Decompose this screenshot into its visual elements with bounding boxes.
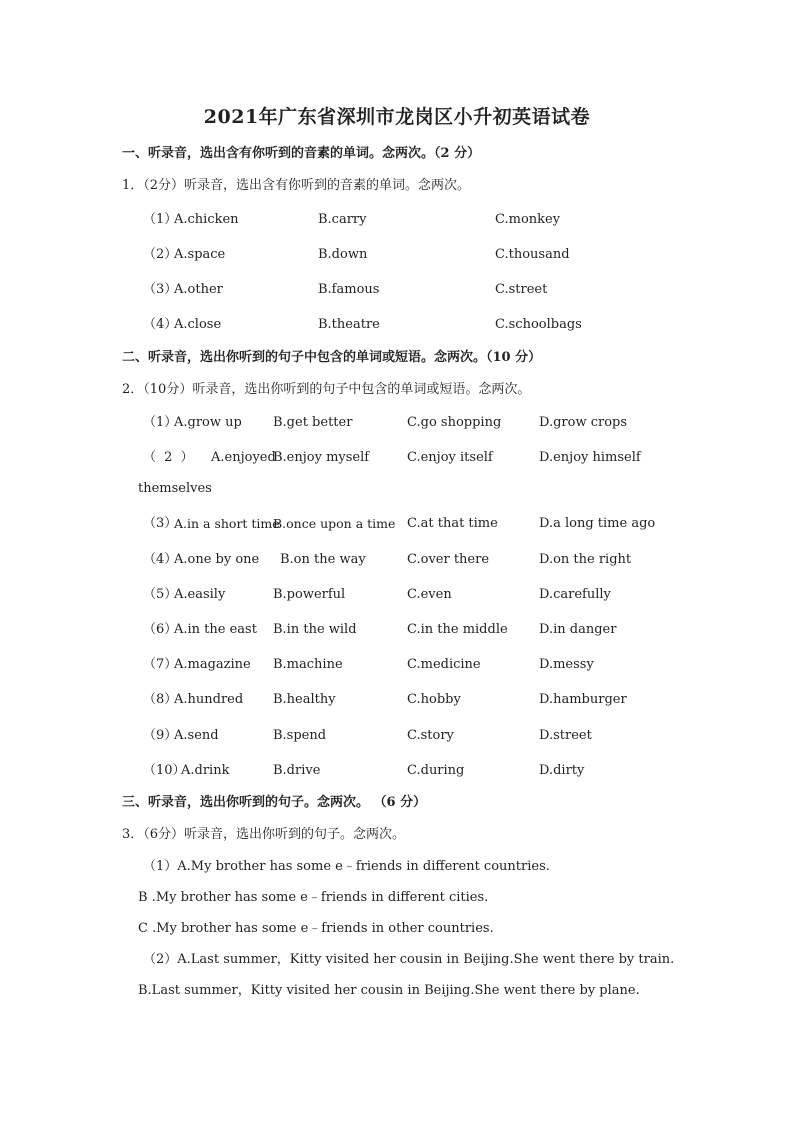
q2-option-d: D.enjoy himself [539, 450, 641, 465]
q2-option-a: A.magazine [174, 657, 251, 672]
q2-option-a: A.enjoyed [211, 450, 276, 465]
question2-intro: 2．（10分）听录音，选出你听到的句子中包含的单词或短语。念两次。 [122, 382, 531, 397]
q2-row-num: （8） [143, 692, 178, 707]
q3-sentence-option: C .My brother has some e﹣friends in other countries. [138, 921, 494, 936]
question3-intro: 3．（6分）听录音，选出你听到的句子。念两次。 [122, 827, 406, 842]
q2-row-num: （ 2 ） [143, 450, 194, 465]
q2-row-num: （3） [143, 516, 178, 531]
q2-option-c: C.even [407, 587, 452, 602]
q2-option-d: D.a long time ago [539, 516, 656, 531]
q1-option-b: B.carry [318, 212, 367, 227]
q2-option-b: B.spend [273, 728, 327, 743]
q3-sentence-option: （2）A.Last summer，Kitty visited her cousin in Beijing.She went there by train. [143, 952, 675, 967]
q3-sentence-option: B.Last summer，Kitty visited her cousin in Beijing.She went there by plane. [138, 983, 640, 998]
q2-option-c: C.over there [407, 552, 490, 567]
q1-option-c: C.thousand [495, 247, 570, 262]
q2-option-b: B.healthy [273, 692, 336, 707]
q2-option-c: C.during [407, 763, 465, 778]
q2-option-d: D.carefully [539, 587, 611, 602]
q2-option-d: D.hamburger [539, 692, 627, 707]
q2-option-a: A.send [174, 728, 219, 743]
q2-row-num: （10） [143, 763, 186, 778]
q2-option-d: D.street [539, 728, 592, 743]
q1-option-b: B.down [318, 247, 368, 262]
q1-option-c: C.schoolbags [495, 317, 582, 332]
q2-row-num: （1） [143, 415, 178, 430]
q2-row-num: （9） [143, 728, 178, 743]
q1-option-c: C.street [495, 282, 548, 297]
q2-option-d: D.dirty [539, 763, 585, 778]
q2-option-a: A.hundred [174, 692, 244, 707]
q2-option-c: C.enjoy itself [407, 450, 493, 465]
q1-option-a: A.chicken [174, 212, 239, 227]
q2-option-c: C.story [407, 728, 454, 743]
q2-row-2-overflow: themselves [138, 481, 212, 496]
q2-option-b: B.enjoy myself [273, 450, 370, 465]
q3-sentence-option: B .My brother has some e﹣friends in different cities. [138, 890, 489, 905]
q2-option-b: B.get better [273, 415, 353, 430]
q1-option-b: B.theatre [318, 317, 380, 332]
q2-option-d: D.on the right [539, 552, 632, 567]
q2-row-num: （4） [143, 552, 178, 567]
q2-option-d: D.messy [539, 657, 594, 672]
q2-option-b: B.on the way [280, 552, 366, 567]
q1-option-b: B.famous [318, 282, 380, 297]
q1-option-a: A.other [174, 282, 223, 297]
q2-option-c: C.medicine [407, 657, 481, 672]
q2-option-a: A.in a short time [174, 516, 280, 531]
q2-option-b: B.powerful [273, 587, 346, 602]
q2-option-d: D.grow crops [539, 415, 628, 430]
q1-option-a: A.close [174, 317, 222, 332]
q2-option-b: B.in the wild [273, 622, 357, 637]
q2-option-a: A.in the east [174, 622, 257, 637]
question1-intro: 1．（2分）听录音，选出含有你听到的音素的单词。念两次。 [122, 178, 471, 193]
section2-heading: 二、听录音，选出你听到的句子中包含的单词或短语。念两次。（10 分） [122, 350, 542, 365]
exam-title: 2021年广东省深圳市龙岗区小升初英语试卷 [203, 106, 591, 128]
q2-option-c: C.at that time [407, 516, 498, 531]
q1-row-num: （1） [143, 212, 178, 227]
q1-row-num: （3） [143, 282, 178, 297]
q2-option-d: D.in danger [539, 622, 617, 637]
q2-option-b: B.once upon a time [273, 516, 396, 531]
section3-heading: 三、听录音，选出你听到的句子。念两次。 （6 分） [122, 795, 427, 810]
q2-option-a: A.grow up [174, 415, 242, 430]
q2-option-c: C.go shopping [407, 415, 502, 430]
q2-option-a: A.drink [181, 763, 230, 778]
q1-row-num: （2） [143, 247, 178, 262]
q2-option-c: C.hobby [407, 692, 461, 707]
q3-sentence-option: （1）A.My brother has some e﹣friends in different countries. [143, 859, 550, 874]
q2-option-b: B.drive [273, 763, 321, 778]
q2-option-a: A.one by one [174, 552, 260, 567]
q2-option-a: A.easily [174, 587, 226, 602]
q2-option-b: B.machine [273, 657, 343, 672]
q1-option-a: A.space [174, 247, 226, 262]
q2-row-num: （6） [143, 622, 178, 637]
q2-row-num: （7） [143, 657, 178, 672]
section1-heading: 一、听录音，选出含有你听到的音素的单词。念两次。（2 分） [122, 146, 481, 161]
q2-option-c: C.in the middle [407, 622, 508, 637]
q2-row-num: （5） [143, 587, 178, 602]
q1-option-c: C.monkey [495, 212, 561, 227]
q1-row-num: （4） [143, 317, 178, 332]
